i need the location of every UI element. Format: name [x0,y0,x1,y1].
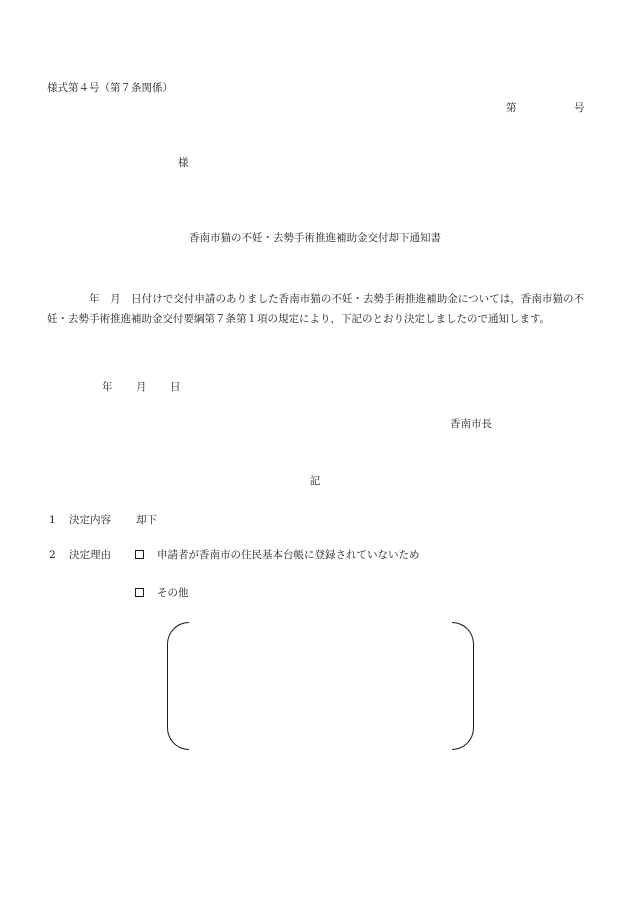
reason-not-registered-checkbox[interactable] [135,550,144,562]
decision-content-label: 決定内容 [69,514,111,526]
document-number-suffix: 号 [574,102,585,114]
date-year: 年 [102,381,113,393]
document-title: 香南市猫の不妊・去勢手術推進補助金交付却下通知書 [189,232,441,244]
item-2-number: 2 [49,549,56,561]
date-month: 月 [136,381,147,393]
other-reason-right-bracket [452,622,474,750]
ki-heading: 記 [309,475,321,487]
item-1-number: 1 [49,514,56,526]
reason-not-registered-label: 申請者が香南市の住民基本台帳に登録されていないため [157,549,420,561]
checkbox-square-icon [135,588,144,597]
reason-other-checkbox[interactable] [135,588,144,600]
decision-content-value: 却下 [136,514,157,526]
document-number-prefix: 第 [506,102,517,114]
reason-other-label: その他 [157,587,189,599]
decision-reason-label: 決定理由 [69,549,111,561]
date-day: 日 [170,381,181,393]
issuer-name: 香南市長 [450,418,492,430]
form-label: 様式第４号（第７条関係） [47,82,173,94]
notice-body: 年 月 日付けで交付申請のありました香南市猫の不妊・去勢手術推進補助金については，香南市猫の不妊・去勢手術推進補助金交付要綱第７条第１項の規定により，下記のとおり決定しましたので通知します。 [47,293,584,325]
other-reason-left-bracket [167,622,189,750]
checkbox-square-icon [135,550,144,559]
recipient-honorific: 様 [178,157,189,169]
